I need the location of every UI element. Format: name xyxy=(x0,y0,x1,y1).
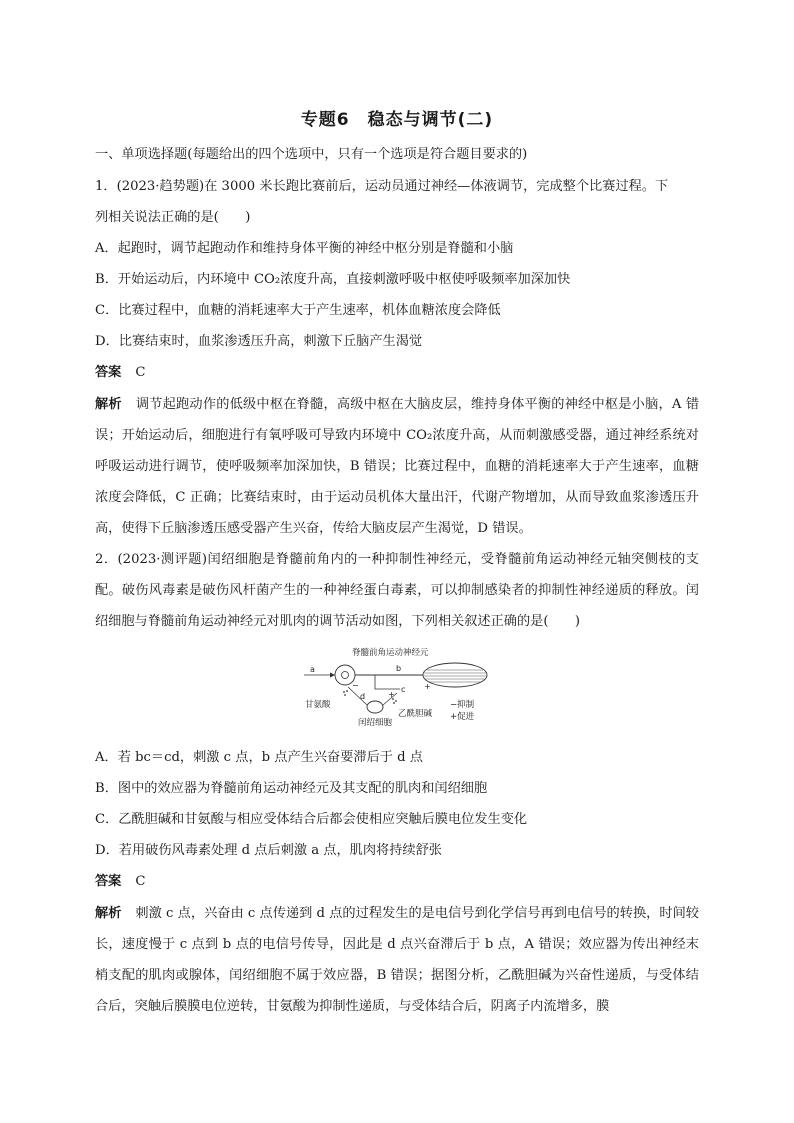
q1-stem-line1: 1．(2023·趋势题)在 3000 米长跑比赛前后，运动员通过神经—体液调节，完成整个比赛过程。下 xyxy=(95,179,669,194)
q1-option-c: C．比赛过程中，血糖的消耗速率大于产生速率，机体血糖浓度会降低 xyxy=(95,303,501,318)
label-acetylcholine: 乙酰胆碱 xyxy=(398,709,433,719)
q2-analysis-label: 解析 xyxy=(95,906,122,921)
q2-stem: 2．(2023·测评题)闰绍细胞是脊髓前角内的一种抑制性神经元，受脊髓前角运动神经元轴突侧枝的支配。破伤风毒素是破伤风杆菌产生的一种神经蛋白毒素，可以抑制感染者的抑制性神经递质的释放。闰绍细胞与脊髓前角运动神经元对肌肉的调节活动如图，下列相关叙述正确的是( ) xyxy=(95,552,699,629)
sign-plus-muscle: + xyxy=(424,682,431,691)
q2-answer xyxy=(95,872,145,892)
q2-answer-label: 答案 xyxy=(95,874,122,889)
muscle xyxy=(423,663,487,687)
q1-analysis-label: 解析 xyxy=(95,397,122,412)
label-glycine: 甘氨酸 xyxy=(305,700,331,710)
label-motor-neuron: 脊髓前角运动神经元 xyxy=(352,648,429,658)
q1-answer-label: 答案 xyxy=(95,365,122,380)
sign-minus: − xyxy=(352,681,359,690)
q2-answer-value: C xyxy=(135,874,146,889)
q2-option-b: B．图中的效应器为脊髓前角运动神经元及其支配的肌肉和闰绍细胞 xyxy=(95,781,488,796)
q2-analysis-text: 刺激 c 点，兴奋由 c 点传递到 d 点的过程发生的是电信号到化学信号再到电信号的转换，时间较长，速度慢于 c 点到 b 点的电信号传导，因此是 d 点兴奋滞后于 b 点，A 错误；效应器为传出神经末梢支配的肌肉或腺体，闰绍细胞不属于效应器，B 错误；据图分析，乙酰胆碱为兴奋性递质，与受体结合后，突触后膜膜电位逆转，甘氨酸为抑制性递质，与受体结合后，阴离子内流增多，膜 xyxy=(95,906,699,1014)
axon-collateral xyxy=(375,675,400,689)
q1-option-d: D．比赛结束时，血浆渗透压升高，刺激下丘脑产生渴觉 xyxy=(95,334,423,349)
input-arrowhead xyxy=(330,673,335,678)
sign-plus-renshaw: + xyxy=(388,690,395,699)
renshaw-cell xyxy=(367,701,383,713)
q2-option-c: C．乙酰胆碱和甘氨酸与相应受体结合后都会使相应突触后膜电位发生变化 xyxy=(95,812,528,827)
q2-option-a: A．若 bc＝cd，刺激 c 点，b 点产生兴奋要滞后于 d 点 xyxy=(95,750,423,765)
q1-stem-line2: 列相关说法正确的是( ) xyxy=(95,210,251,225)
point-d: d xyxy=(360,692,366,701)
q1-answer-value: C xyxy=(135,365,146,380)
point-b: b xyxy=(396,664,402,673)
legend-promote: +促进 xyxy=(450,712,475,722)
section-heading: 一、单项选择题(每题给出的四个选项中，只有一个选项是符合题目要求的) xyxy=(95,147,528,162)
q1-analysis-text: 调节起跑动作的低级中枢在脊髓，高级中枢在大脑皮层，维持身体平衡的神经中枢是小脑，A 错误；开始运动后，细胞进行有氧呼吸可导致内环境中 CO₂浓度升高，从而刺激感受器，通过神经系统对呼吸运动进行调节，使呼吸频率加深加快，B 错误；比赛过程中，血糖的消耗速率大于产生速率，血糖浓度会降低，C 正确；比赛结束时，由于运动员机体大量出汗，代谢产物增加，从而导致血浆渗透压升高，使得下丘脑渗透压感受器产生兴奋，传给大脑皮层产生渴觉，D 错误。 xyxy=(95,397,700,536)
q1-option-b: B．开始运动后，内环境中 CO₂浓度升高，直接刺激呼吸中枢使呼吸频率加深加快 xyxy=(95,272,571,287)
neuron-diagram xyxy=(300,645,510,735)
q1-option-a: A．起跑时，调节起跑动作和维持身体平衡的神经中枢分别是脊髓和小脑 xyxy=(95,241,514,256)
label-renshaw: 闰绍细胞 xyxy=(358,718,393,728)
q2-option-d: D．若用破伤风毒素处理 d 点后刺激 a 点，肌肉将持续舒张 xyxy=(95,843,442,858)
legend-inhibit: −抑制 xyxy=(450,700,475,710)
page-title: 专题6 稳态与调节(二) xyxy=(300,110,494,130)
vesicles-glycine xyxy=(343,690,348,696)
point-a: a xyxy=(310,665,315,674)
q2-analysis xyxy=(95,898,699,1022)
point-c: c xyxy=(401,685,406,694)
q1-answer xyxy=(95,363,145,383)
neuron-diagram-svg xyxy=(300,645,510,735)
q1-analysis xyxy=(95,389,699,544)
motor-neuron-nucleus xyxy=(342,672,349,679)
